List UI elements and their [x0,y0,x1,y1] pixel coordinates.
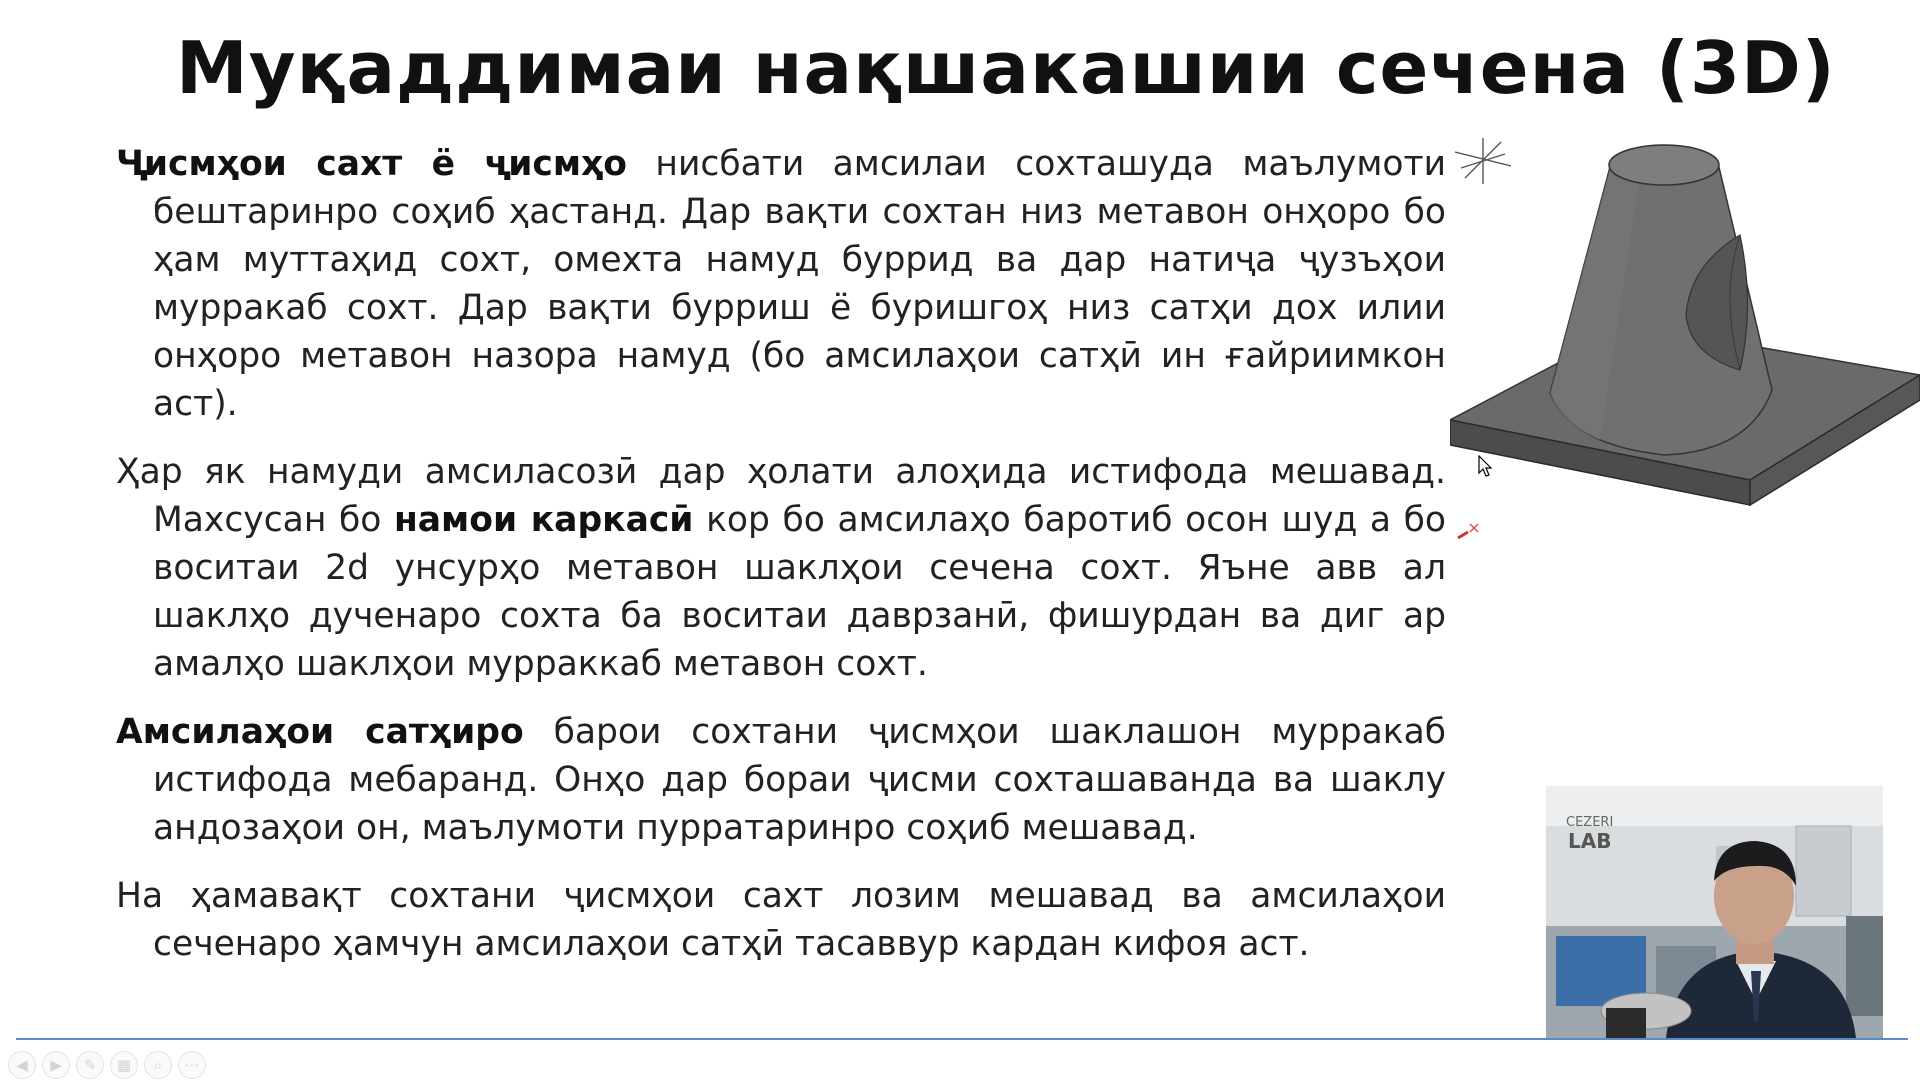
paragraph-4 [116,872,1446,968]
previous-slide-button[interactable]: ◀ [8,1051,36,1079]
paragraph-3-bold: Амсилаҳои сатҳиро [116,712,524,752]
webcam-logo-line1: CEZERI [1566,815,1614,830]
3d-cone-model-icon [1450,125,1920,595]
bottom-divider-line [16,1038,1908,1040]
webcam-logo-line2: LAB [1568,829,1612,853]
cross-marker-icon [1456,520,1480,542]
slide-body [116,140,1446,988]
zoom-button[interactable]: ⌕ [144,1051,172,1079]
paragraph-4-text: На ҳамавақт сохтани ҷисмҳои сахт лозим мешавад ва амсилаҳои сеченаро ҳамчун амсилаҳои сатҳӣ тасаввур кардан кифоя аст. [116,876,1446,964]
slide-title: Муқаддимаи нақшакашии сечена (3D) [176,26,1836,110]
more-options-button[interactable]: ⋯ [178,1051,206,1079]
paragraph-3 [116,708,1446,852]
webcam-video [1546,786,1883,1038]
pen-tool-button[interactable]: ✎ [76,1051,104,1079]
paragraph-1-bold: Ҷисмҳои сахт ё ҷисмҳо [116,144,627,184]
mouse-cursor-icon [1478,455,1494,479]
slideshow-nav-bar [8,1050,206,1080]
paragraph-1 [116,140,1446,428]
paragraph-2-after: кор бо амсилаҳо баротиб осон шуд а бо воситаи 2d унсурҳо метавон шаклҳои сечена сохт. Яъне авв ал шаклҳо дученаро сохта ба воситаи даврзанӣ, фишурдан ва диг ар амалҳо шаклҳои мурраккаб метавон сохт. [153,500,1446,684]
paragraph-2 [116,448,1446,688]
next-slide-button[interactable]: ▶ [42,1051,70,1079]
paragraph-1-text: нисбати амсилаи сохташуда маълумоти бештаринро соҳиб ҳастанд. Дар вақти сохтан низ метавон онҳоро бо ҳам муттаҳид сохт, омехта намуд буррид ва дар натиҷа ҷузъҳои мурракаб сохт. Дар вақти бурриш ё буришгоҳ низ сатҳи дох илии онҳоро метавон назора намуд (бо амсилаҳои сатҳӣ ин ғайриимкон аст). [153,144,1447,424]
slide-sorter-button[interactable]: ▦ [110,1051,138,1079]
paragraph-2-bold: намои каркасӣ [393,500,694,540]
paragraph-3-text: барои сохтани ҷисмҳои шаклашон мурракаб истифода мебаранд. Онҳо дар бораи ҷисми сохташаванда ва шаклу андозаҳои он, маълумоти пурратаринро соҳиб мешавад. [153,712,1447,848]
paragraph-2-before: Ҳар як намуди амсиласозӣ дар ҳолати алоҳида истифода мешавад. Махсусан бо [116,452,1446,540]
